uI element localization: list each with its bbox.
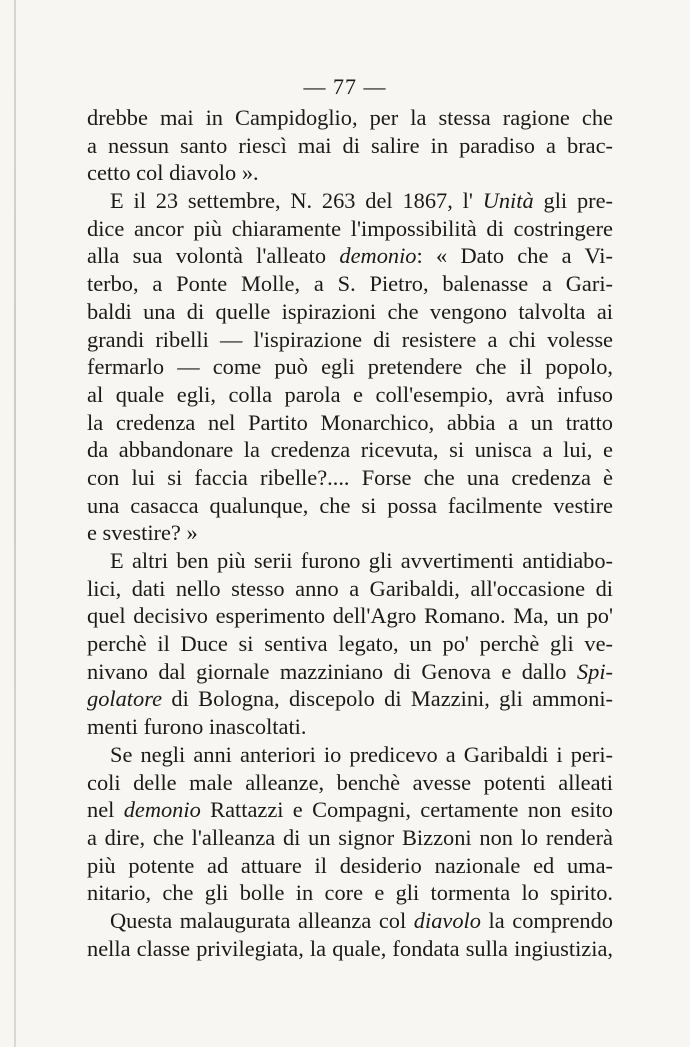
text-run: cetto col diavolo ». <box>87 160 259 186</box>
text-line <box>87 741 613 769</box>
text-line <box>87 464 613 492</box>
text-run: Rattazzi e Compagni, certamente non esito <box>200 797 614 823</box>
body-text <box>87 104 613 962</box>
text-line <box>87 547 613 575</box>
italic-text-run: diavolo <box>413 907 481 933</box>
text-run: menti furono inascoltati. <box>87 714 307 740</box>
italic-text-run: golatore <box>87 686 163 712</box>
text-line <box>87 907 613 935</box>
text-run: coli delle male alleanze, benchè avesse potenti alleati <box>87 769 613 795</box>
text-line <box>87 159 613 187</box>
text-run: quel decisivo esperimento dell'Agro Romano. Ma, un po' <box>87 603 613 629</box>
text-run: nitario, che gli bolle in core e gli tormenta lo spirito. <box>87 880 613 906</box>
text-run: : « Dato che a Vi- <box>416 243 613 269</box>
text-line <box>87 104 613 132</box>
text-run: al quale egli, colla parola e coll'esempio, avrà infuso <box>87 381 613 407</box>
text-run: perchè il Duce si sentiva legato, un po' perchè gli ve- <box>87 631 613 657</box>
text-run: e svestire? » <box>87 520 198 546</box>
text-run: più potente ad attuare il desiderio nazionale ed uma- <box>87 852 613 878</box>
text-line <box>87 935 613 963</box>
text-run: da abbandonare la credenza ricevuta, si unisca a lui, e <box>87 437 613 463</box>
text-line <box>87 602 613 630</box>
text-line <box>87 215 613 243</box>
text-run: alla sua volontà l'alleato <box>87 243 340 269</box>
text-run: lici, dati nello stesso anno a Garibaldi, all'occasione di <box>87 575 613 601</box>
text-line <box>87 852 613 880</box>
text-run: E altri ben più serii furono gli avvertimenti antidiabo- <box>110 548 613 573</box>
text-line <box>87 824 613 852</box>
text-line <box>87 381 613 409</box>
text-run: una casacca qualunque, che si possa facilmente vestire <box>87 492 613 518</box>
text-run: Se negli anni anteriori io predicevo a Garibaldi i peri- <box>110 741 613 767</box>
text-line <box>87 270 613 298</box>
text-line <box>87 492 613 520</box>
italic-text-run: Unità <box>482 188 534 214</box>
text-run: nella classe privilegiata, la quale, fondata sulla ingiustizia, <box>87 935 613 961</box>
text-run: fermarlo — come può egli pretendere che il popolo, <box>87 354 613 380</box>
text-line <box>87 353 613 381</box>
text-line <box>87 326 613 354</box>
text-run: di Bologna, discepolo di Mazzini, gli ammoni- <box>162 686 613 712</box>
text-run: gli pre- <box>533 188 613 214</box>
italic-text-run: demonio <box>123 797 201 823</box>
page-binding-edge <box>14 0 16 1047</box>
text-run: nel <box>87 797 124 823</box>
text-run: baldi una di quelle ispirazioni che vengono talvolta ai <box>87 298 613 324</box>
italic-text-run: demonio <box>339 243 417 269</box>
text-run: a dire, che l'alleanza di un signor Bizzoni non lo renderà <box>87 824 613 850</box>
text-line <box>87 658 613 686</box>
text-line <box>87 132 613 160</box>
text-line <box>87 409 613 437</box>
page-number: — 77 — <box>303 74 387 99</box>
text-line <box>87 769 613 797</box>
text-line <box>87 685 613 713</box>
text-run: Questa malaugurata alleanza col <box>110 907 414 933</box>
text-line <box>87 242 613 270</box>
text-run: la credenza nel Partito Monarchico, abbia a un tratto <box>87 409 613 435</box>
text-line <box>87 187 613 215</box>
italic-text-run: Spi- <box>576 658 613 684</box>
text-run: con lui si faccia ribelle?.... Forse che una credenza è <box>87 464 613 490</box>
text-line <box>87 879 613 907</box>
text-run: grandi ribelli — l'ispirazione di resistere a chi volesse <box>87 326 613 352</box>
text-line <box>87 298 613 326</box>
text-run: a nessun santo riescì mai di salire in paradiso a brac- <box>87 132 613 158</box>
text-line <box>87 575 613 603</box>
text-run: nivano dal giornale mazziniano di Genova e dallo <box>87 658 577 684</box>
text-run: drebbe mai in Campidoglio, per la stessa ragione che <box>87 105 613 130</box>
text-line <box>87 436 613 464</box>
text-run: la comprendo <box>480 907 613 933</box>
text-line <box>87 796 613 824</box>
text-run: E il 23 settembre, N. 263 del 1867, l' <box>110 188 483 214</box>
text-line <box>87 630 613 658</box>
text-line <box>87 519 613 547</box>
text-line <box>87 713 613 741</box>
text-run: terbo, a Ponte Molle, a S. Pietro, balenasse a Gari- <box>87 271 613 297</box>
text-run: dice ancor più chiaramente l'impossibilità di costringere <box>87 215 613 241</box>
